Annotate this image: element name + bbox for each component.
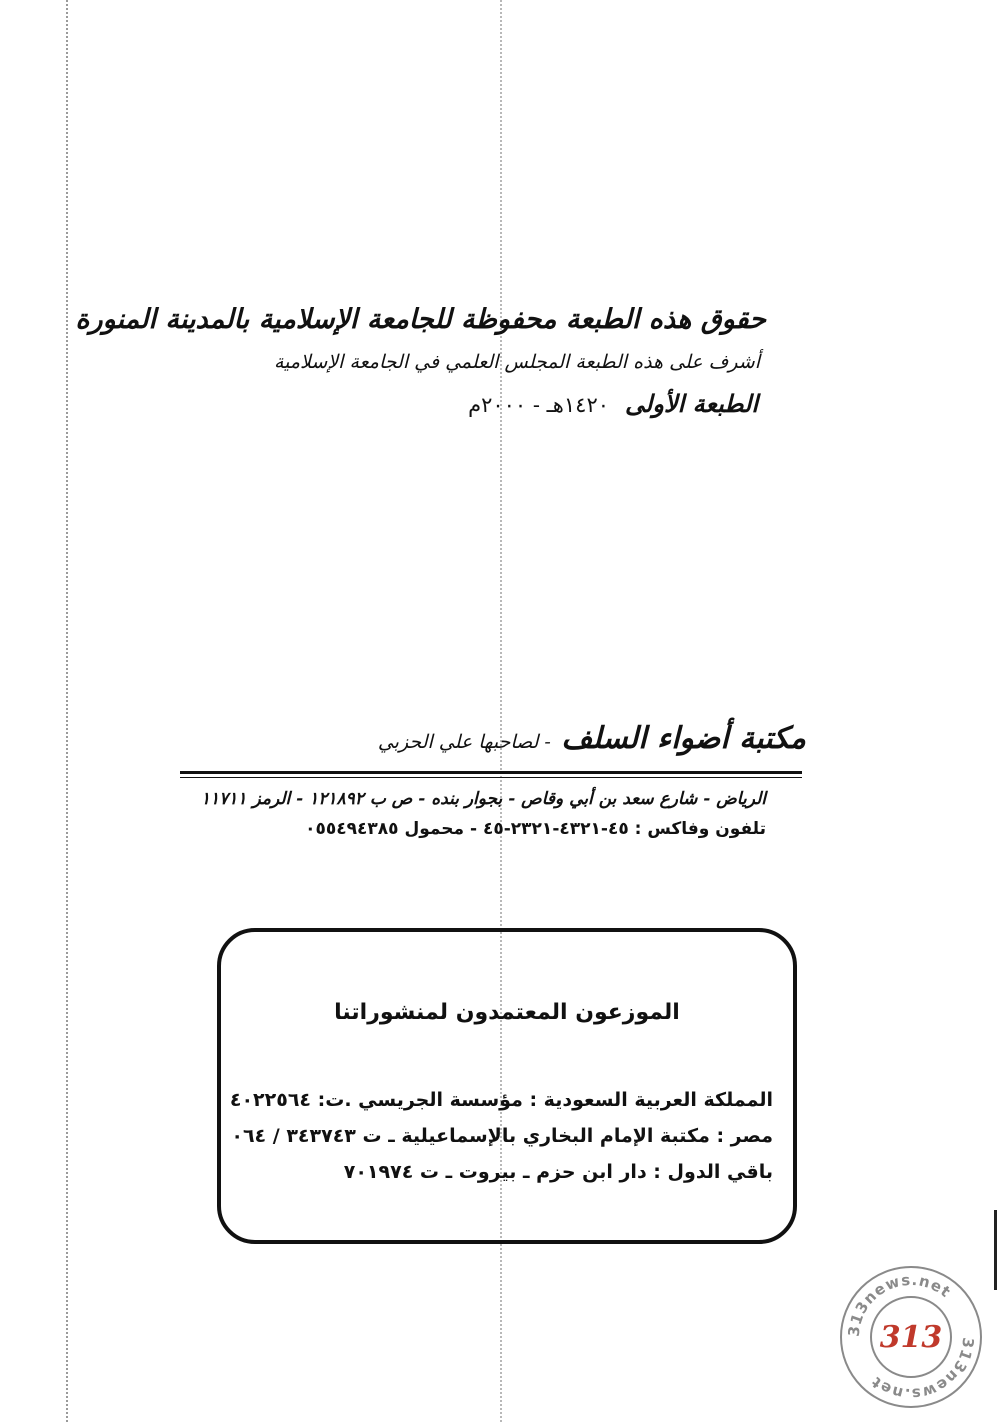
publisher-rule-thick — [180, 771, 802, 774]
watermark-center-text: 313 — [879, 1320, 943, 1355]
watermark-ring-text: 313news.net — [844, 1270, 955, 1338]
distributors-heading: الموزعون المعتمدون لمنشوراتنا — [334, 1000, 680, 1025]
watermark-ring-text-repeat: 313news.net — [867, 1336, 978, 1404]
rights-statement: حقوق هذه الطبعة محفوظة للجامعة الإسلامية بالمدينة المنورة — [75, 304, 766, 335]
supervision-statement: أشرف على هذه الطبعة المجلس العلمي في الجامعة الإسلامية — [273, 351, 760, 373]
distributor-entry-egypt: مصر : مكتبة الإمام البخاري بالإسماعيلية ـ ت ٣٤٣٧٤٣ / ٠٦٤ — [231, 1125, 773, 1147]
publisher-rule-thin — [180, 777, 802, 778]
copyright-block — [75, 298, 766, 427]
right-edge-scan-mark — [994, 1210, 997, 1290]
left-margin-dotted-line — [66, 0, 68, 1422]
watermark-seal-icon — [836, 1262, 986, 1412]
publisher-owner: - لصاحبها علي الحزبي — [377, 731, 551, 753]
publisher-header — [180, 712, 806, 769]
distributors-box — [217, 928, 797, 1244]
edition-line — [200, 382, 758, 427]
edition-date: ١٤٢٠هـ - ٢٠٠٠م — [468, 393, 610, 417]
publisher-address: الرياض - شارع سعد بن أبي وقاص - بجوار بنده - ص ب ١٢١٨٩٢ - الرمز ١١٧١١ — [200, 789, 766, 809]
distributor-entry-saudi: المملكة العربية السعودية : مؤسسة الجريسي .ت: ٤٠٢٢٥٦٤ — [229, 1089, 773, 1111]
edition-label: الطبعة الأولى — [625, 389, 758, 418]
publisher-phone: تلفون وفاكس : ٤٥-٤٣٢١-٢٣٢١-٤٥ - محمول ٠٥٥٤٩٤٣٨٥ — [305, 819, 766, 839]
distributor-entry-other: باقي الدول : دار ابن حزم ـ بيروت ـ ت ٧٠١٩٧٤ — [343, 1161, 773, 1183]
publisher-name: مكتبة أضواء السلف — [561, 721, 806, 756]
distributors-list — [229, 1082, 773, 1190]
publisher-block — [180, 712, 806, 844]
